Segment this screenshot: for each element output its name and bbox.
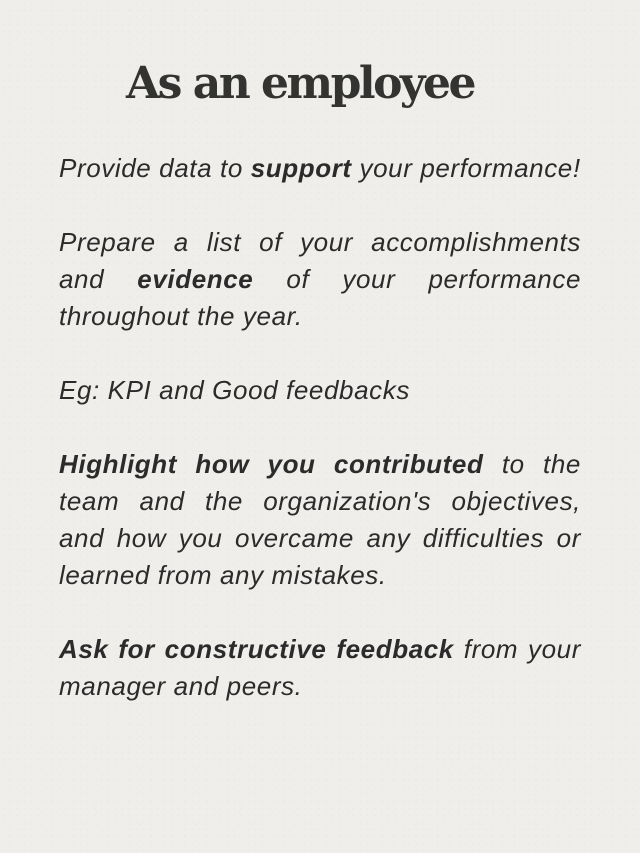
paragraph-feedback <box>59 631 581 705</box>
paragraph-text: Provide data to <box>59 153 251 183</box>
emphasis-text: support <box>250 153 352 183</box>
page-title: As an employee <box>126 58 474 109</box>
paragraph-text: Eg: KPI and Good feedbacks <box>59 375 410 405</box>
paragraph-highlight <box>59 446 581 594</box>
paragraph-text: your performance! <box>351 153 581 183</box>
body-text <box>59 150 581 705</box>
paragraph-text: Prepare a list of your accomplishments and <box>59 227 581 294</box>
paragraph-provide-data <box>59 150 581 187</box>
emphasis-text: Highlight how you contributed <box>59 449 484 479</box>
emphasis-text: Ask for constructive feedback <box>59 634 454 664</box>
paragraph-example <box>59 372 581 409</box>
paragraph-accomplishments <box>59 224 581 335</box>
paragraph-text: from your manager and peers. <box>59 634 581 701</box>
paragraph-text: to the team and the organization's objectives, and how you overcame any difficulties or learned from any mistakes. <box>59 449 581 590</box>
emphasis-text: evidence <box>137 264 254 294</box>
paragraph-text: of your performance throughout the year. <box>59 264 581 331</box>
